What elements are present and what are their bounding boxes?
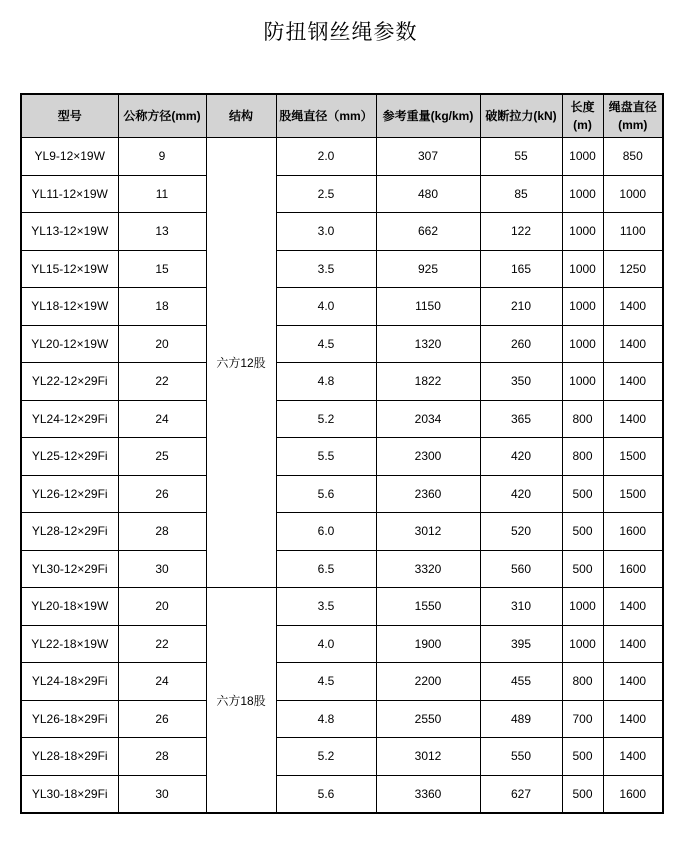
cell-reel-diameter: 1400: [603, 738, 663, 776]
table-row: [21, 663, 663, 701]
cell-length: 500: [562, 775, 603, 813]
cell-length: 1000: [562, 175, 603, 213]
cell-breaking-force: 310: [480, 588, 562, 626]
cell-nominal-diameter: 9: [118, 138, 206, 176]
cell-reference-weight: 480: [376, 175, 480, 213]
cell-nominal-diameter: 13: [118, 213, 206, 251]
cell-reference-weight: 2034: [376, 400, 480, 438]
cell-structure-group: 六方18股: [206, 588, 276, 814]
header-length: [562, 94, 603, 138]
cell-reference-weight: 3320: [376, 550, 480, 588]
cell-reference-weight: 2550: [376, 700, 480, 738]
table-row: [21, 363, 663, 401]
header-breaking-force: 破断拉力(kN): [480, 94, 562, 138]
cell-nominal-diameter: 26: [118, 475, 206, 513]
page-title: 防扭钢丝绳参数: [263, 21, 418, 44]
cell-length: 1000: [562, 588, 603, 626]
cell-length: 500: [562, 513, 603, 551]
cell-model: YL28-18×29Fi: [21, 738, 118, 776]
cell-nominal-diameter: 28: [118, 513, 206, 551]
cell-model: YL26-18×29Fi: [21, 700, 118, 738]
cell-reference-weight: 1550: [376, 588, 480, 626]
cell-length: 800: [562, 400, 603, 438]
cell-nominal-diameter: 26: [118, 700, 206, 738]
table-row: [21, 588, 663, 626]
cell-strand-diameter: 3.5: [276, 588, 376, 626]
cell-reference-weight: 662: [376, 213, 480, 251]
cell-reel-diameter: 1400: [603, 400, 663, 438]
cell-reel-diameter: 1600: [603, 775, 663, 813]
cell-model: YL22-18×19W: [21, 625, 118, 663]
cell-strand-diameter: 5.2: [276, 400, 376, 438]
header-length-line1: 长度: [570, 100, 595, 114]
cell-strand-diameter: 2.5: [276, 175, 376, 213]
cell-reference-weight: 1822: [376, 363, 480, 401]
cell-breaking-force: 260: [480, 325, 562, 363]
cell-model: YL22-12×29Fi: [21, 363, 118, 401]
cell-nominal-diameter: 30: [118, 550, 206, 588]
cell-nominal-diameter: 20: [118, 325, 206, 363]
cell-strand-diameter: 4.8: [276, 700, 376, 738]
cell-breaking-force: 365: [480, 400, 562, 438]
cell-length: 1000: [562, 363, 603, 401]
cell-reference-weight: 307: [376, 138, 480, 176]
cell-length: 1000: [562, 288, 603, 326]
table-row: [21, 550, 663, 588]
header-length-line2: (m): [573, 118, 592, 132]
cell-reel-diameter: 1400: [603, 288, 663, 326]
cell-reference-weight: 3360: [376, 775, 480, 813]
cell-reference-weight: 925: [376, 250, 480, 288]
header-reel-diameter: [603, 94, 663, 138]
cell-nominal-diameter: 24: [118, 400, 206, 438]
cell-reference-weight: 1900: [376, 625, 480, 663]
table-row: [21, 250, 663, 288]
cell-length: 800: [562, 663, 603, 701]
cell-breaking-force: 560: [480, 550, 562, 588]
cell-length: 1000: [562, 625, 603, 663]
cell-strand-diameter: 2.0: [276, 138, 376, 176]
cell-strand-diameter: 4.5: [276, 663, 376, 701]
table-row: [21, 213, 663, 251]
cell-reel-diameter: 1600: [603, 550, 663, 588]
cell-reference-weight: 3012: [376, 738, 480, 776]
cell-reference-weight: 2360: [376, 475, 480, 513]
cell-reference-weight: 2200: [376, 663, 480, 701]
cell-nominal-diameter: 24: [118, 663, 206, 701]
cell-reel-diameter: 1400: [603, 663, 663, 701]
cell-length: 700: [562, 700, 603, 738]
cell-model: YL24-18×29Fi: [21, 663, 118, 701]
table-row: [21, 325, 663, 363]
cell-length: 800: [562, 438, 603, 476]
table-row: [21, 288, 663, 326]
cell-strand-diameter: 4.0: [276, 625, 376, 663]
cell-model: YL20-12×19W: [21, 325, 118, 363]
cell-reel-diameter: 1100: [603, 213, 663, 251]
header-reference-weight: 参考重量(kg/km): [376, 94, 480, 138]
cell-model: YL18-12×19W: [21, 288, 118, 326]
header-structure: 结构: [206, 94, 276, 138]
cell-nominal-diameter: 18: [118, 288, 206, 326]
cell-reference-weight: 3012: [376, 513, 480, 551]
cell-reference-weight: 1150: [376, 288, 480, 326]
cell-breaking-force: 210: [480, 288, 562, 326]
cell-reel-diameter: 1400: [603, 700, 663, 738]
cell-model: YL30-18×29Fi: [21, 775, 118, 813]
cell-reel-diameter: 1600: [603, 513, 663, 551]
header-model: 型号: [21, 94, 118, 138]
cell-model: YL13-12×19W: [21, 213, 118, 251]
cell-model: YL25-12×29Fi: [21, 438, 118, 476]
cell-breaking-force: 55: [480, 138, 562, 176]
cell-model: YL28-12×29Fi: [21, 513, 118, 551]
cell-nominal-diameter: 22: [118, 625, 206, 663]
cell-nominal-diameter: 28: [118, 738, 206, 776]
cell-nominal-diameter: 11: [118, 175, 206, 213]
cell-breaking-force: 520: [480, 513, 562, 551]
cell-breaking-force: 350: [480, 363, 562, 401]
cell-strand-diameter: 5.2: [276, 738, 376, 776]
cell-breaking-force: 122: [480, 213, 562, 251]
cell-reel-diameter: 1000: [603, 175, 663, 213]
table-row: [21, 175, 663, 213]
cell-length: 1000: [562, 138, 603, 176]
header-row: [21, 94, 663, 138]
table-row: [21, 400, 663, 438]
cell-strand-diameter: 3.5: [276, 250, 376, 288]
cell-reel-diameter: 1250: [603, 250, 663, 288]
cell-strand-diameter: 3.0: [276, 213, 376, 251]
cell-breaking-force: 85: [480, 175, 562, 213]
cell-reference-weight: 1320: [376, 325, 480, 363]
cell-reel-diameter: 1400: [603, 325, 663, 363]
cell-model: YL15-12×19W: [21, 250, 118, 288]
cell-reel-diameter: 1500: [603, 475, 663, 513]
table-row: [21, 138, 663, 176]
cell-model: YL11-12×19W: [21, 175, 118, 213]
cell-nominal-diameter: 25: [118, 438, 206, 476]
header-nominal-diameter: 公称方径(mm): [118, 94, 206, 138]
cell-nominal-diameter: 22: [118, 363, 206, 401]
table-row: [21, 775, 663, 813]
cell-breaking-force: 420: [480, 438, 562, 476]
cell-model: YL20-18×19W: [21, 588, 118, 626]
cell-strand-diameter: 5.6: [276, 475, 376, 513]
cell-length: 1000: [562, 250, 603, 288]
cell-model: YL9-12×19W: [21, 138, 118, 176]
cell-strand-diameter: 4.0: [276, 288, 376, 326]
cell-strand-diameter: 6.0: [276, 513, 376, 551]
cell-strand-diameter: 5.5: [276, 438, 376, 476]
cell-breaking-force: 395: [480, 625, 562, 663]
cell-length: 1000: [562, 325, 603, 363]
cell-strand-diameter: 4.5: [276, 325, 376, 363]
table-row: [21, 438, 663, 476]
cell-model: YL30-12×29Fi: [21, 550, 118, 588]
table-row: [21, 475, 663, 513]
cell-reel-diameter: 1400: [603, 625, 663, 663]
header-strand-diameter: 股绳直径（mm）: [276, 94, 376, 138]
cell-reel-diameter: 1400: [603, 588, 663, 626]
cell-breaking-force: 420: [480, 475, 562, 513]
cell-model: YL26-12×29Fi: [21, 475, 118, 513]
cell-length: 500: [562, 550, 603, 588]
cell-breaking-force: 627: [480, 775, 562, 813]
cell-strand-diameter: 4.8: [276, 363, 376, 401]
cell-reel-diameter: 850: [603, 138, 663, 176]
parameters-table: [20, 93, 664, 814]
table-row: [21, 513, 663, 551]
table-header: [21, 94, 663, 138]
cell-length: 1000: [562, 213, 603, 251]
table-body: [21, 138, 663, 814]
cell-structure-group: 六方12股: [206, 138, 276, 588]
cell-breaking-force: 550: [480, 738, 562, 776]
cell-breaking-force: 489: [480, 700, 562, 738]
cell-nominal-diameter: 20: [118, 588, 206, 626]
table-row: [21, 738, 663, 776]
cell-length: 500: [562, 475, 603, 513]
cell-nominal-diameter: 15: [118, 250, 206, 288]
cell-strand-diameter: 5.6: [276, 775, 376, 813]
header-reel-diameter-line2: (mm): [618, 118, 648, 132]
cell-breaking-force: 455: [480, 663, 562, 701]
cell-reel-diameter: 1400: [603, 363, 663, 401]
cell-reel-diameter: 1500: [603, 438, 663, 476]
cell-strand-diameter: 6.5: [276, 550, 376, 588]
cell-breaking-force: 165: [480, 250, 562, 288]
table-row: [21, 625, 663, 663]
header-reel-diameter-line1: 绳盘直径: [608, 100, 657, 114]
table-row: [21, 700, 663, 738]
cell-nominal-diameter: 30: [118, 775, 206, 813]
cell-length: 500: [562, 738, 603, 776]
cell-reference-weight: 2300: [376, 438, 480, 476]
cell-model: YL24-12×29Fi: [21, 400, 118, 438]
